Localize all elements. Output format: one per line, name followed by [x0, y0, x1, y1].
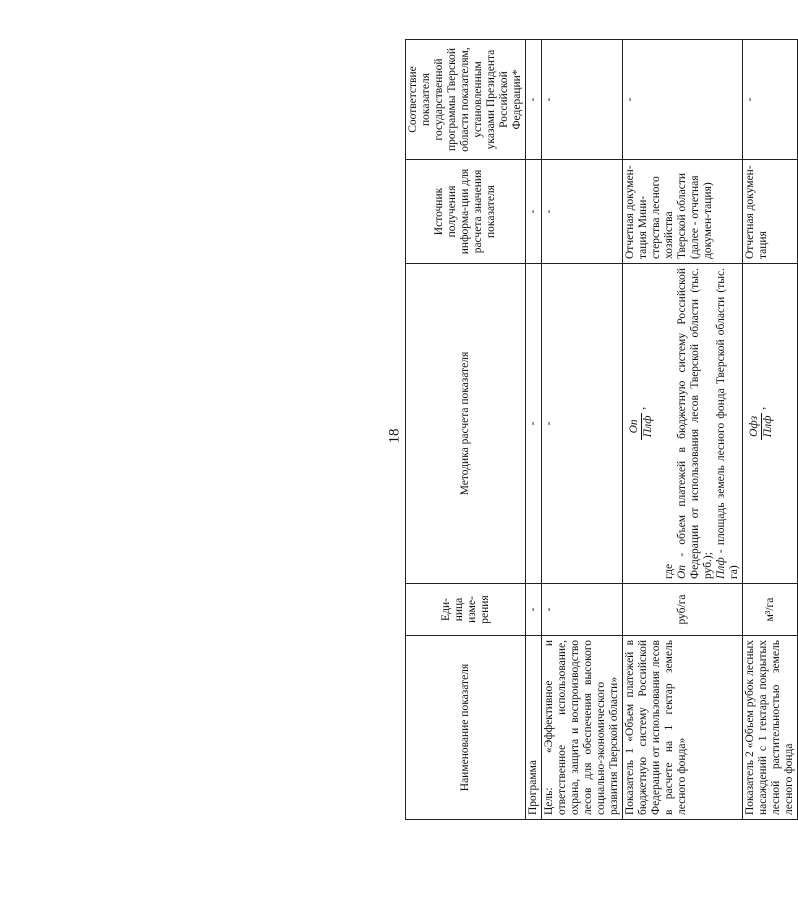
fraction [628, 413, 655, 441]
fraction-numerator: Офз [748, 413, 762, 441]
where-label: где [663, 563, 675, 579]
table-row-program [526, 40, 542, 820]
fraction-denominator: Плф [642, 415, 654, 438]
definition-2 [715, 268, 741, 579]
header-name: Наименование показателя [406, 636, 526, 820]
table-row-indicator-1 [623, 40, 743, 820]
cell-name: Цель: «Эффективное и ответственное использование, охрана, защита и воспроизводство лесов для обеспечения высокого социально-экономического развития Тверской области» [542, 636, 623, 820]
cell-compliance: - [623, 40, 743, 160]
cell-unit: - [542, 584, 623, 636]
cell-unit: м³/га [743, 584, 798, 636]
cell-method [743, 264, 798, 584]
table-row-indicator-2 [743, 40, 798, 820]
cell-name: Программа [526, 636, 542, 820]
cell-source: - [542, 160, 623, 264]
cell-compliance: - [542, 40, 623, 160]
cell-method: - [542, 264, 623, 584]
cell-method [623, 264, 743, 584]
cell-unit: - [526, 584, 542, 636]
cell-name: Показатель 1 «Объем платежей в бюджетную систему Российской Федерации от использования лесов в расчете на 1 гектар земель лесного фонда» [623, 636, 743, 820]
indicators-table [405, 39, 798, 820]
rotated-table-region [405, 40, 795, 820]
formula-tail: , [755, 406, 768, 410]
cell-compliance: - [526, 40, 542, 160]
table-row-goal [542, 40, 623, 820]
header-compliance: Соответствие показателя государственной программы Тверской области показателям, установленным указами Президента Российской Федерации* [406, 40, 526, 160]
cell-method: - [526, 264, 542, 584]
formula [628, 268, 655, 579]
header-method: Методика расчета показателя [406, 264, 526, 584]
definition-2-text: - площадь земель лесного фонда Тверской области (тыс. га) [715, 268, 740, 579]
fraction-numerator: Оп [628, 413, 642, 441]
fraction [748, 413, 775, 441]
fraction-denominator: Плф [762, 415, 774, 438]
definition-1-text: - объем платежей в бюджетную систему Российской Федерации от использования лесов Тверской области (тыс. руб.); [676, 268, 714, 579]
page-number: 18 [386, 428, 403, 444]
cell-source: Отчетная докумен-тация [743, 160, 798, 264]
formula [748, 268, 775, 579]
definition-2-symbol: Плф [715, 557, 727, 579]
definition-1-symbol: Оп [676, 564, 688, 579]
table-header-row [406, 40, 526, 820]
header-unit: Еди-ница изме-рения [406, 584, 526, 636]
definition-1 [676, 268, 715, 579]
header-source: Источник получения информа-ции для расчета значения показателя [406, 160, 526, 264]
cell-source: - [526, 160, 542, 264]
cell-unit: руб/га [623, 584, 743, 636]
cell-name: Показатель 2 «Объем рубок лесных насаждений с 1 гектара покрытых лесной растительностью земель лесного фонда [743, 636, 798, 820]
formula-tail: , [635, 406, 648, 410]
cell-source: Отчетная докумен-тация Мини-стерства лесного хозяйства Тверской области (далее - отчетная докумен-тация) [623, 160, 743, 264]
cell-compliance: - [743, 40, 798, 160]
